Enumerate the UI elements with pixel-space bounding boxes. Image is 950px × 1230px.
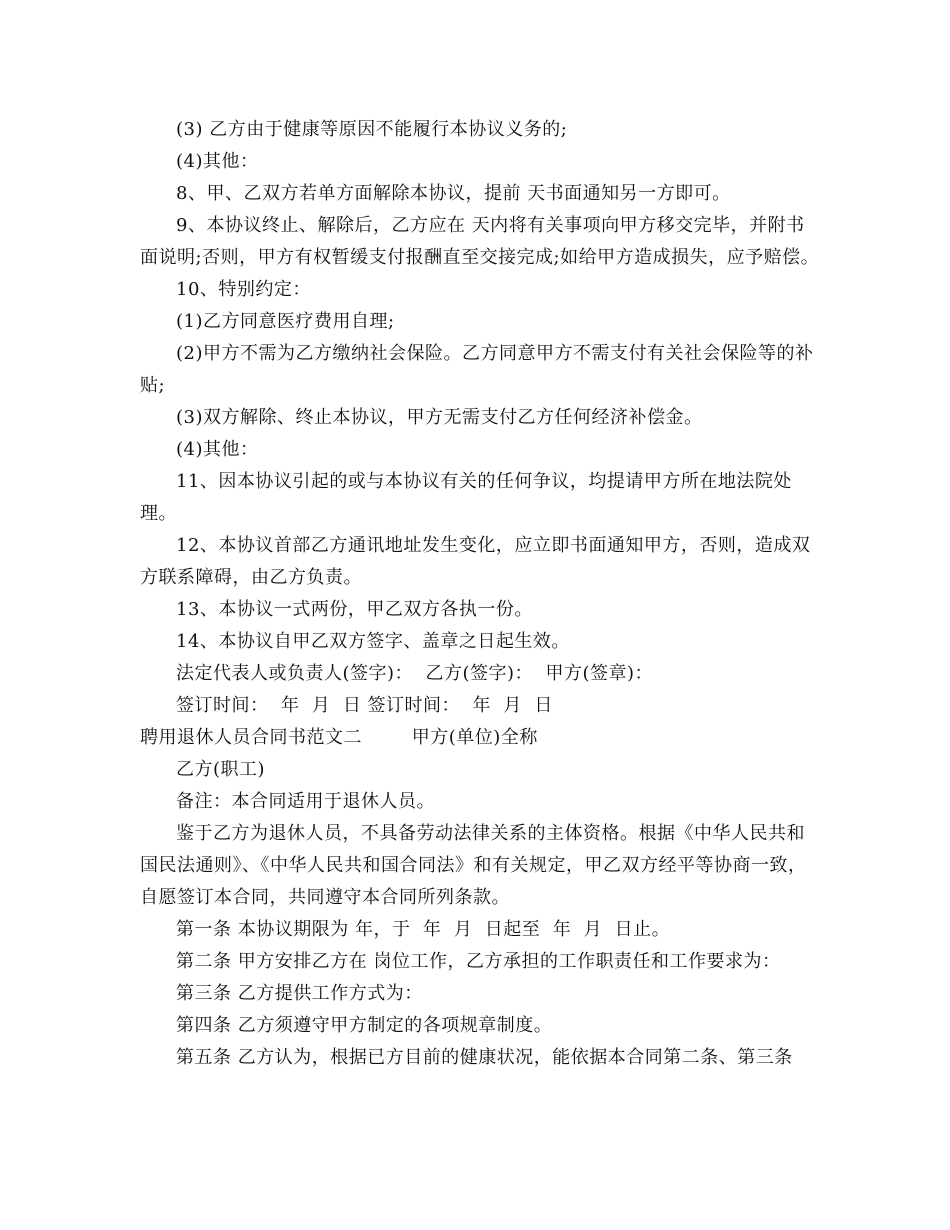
- paragraph: (3) 乙方由于健康等原因不能履行本协议义务的;: [176, 119, 568, 140]
- paragraph: 14、本协议自甲乙双方签字、盖章之日起生效。: [176, 631, 570, 652]
- section-heading: 聘用退休人员合同书范文二 甲方(单位)全称: [140, 727, 538, 748]
- paragraph: 鉴于乙方为退休人员，不具备劳动法律关系的主体资格。根据《中华人民共和国民法通则》、《中华人民共和国合同法》和有关规定，甲乙双方经平等协商一致，自愿签订本合同，共同遵守本合同所列条款。: [140, 823, 807, 908]
- paragraph: 8、甲、乙双方若单方面解除本协议，提前 天书面通知另一方即可。: [176, 183, 731, 204]
- paragraph: (4)其他：: [176, 151, 259, 172]
- article: 第三条 乙方提供工作方式为：: [176, 983, 423, 1004]
- article: 第一条 本协议期限为 年，于 年 月 日起至 年 月 日止。: [176, 919, 671, 940]
- article: 第五条 乙方认为，根据已方目前的健康状况，能依据本合同第二条、第三条: [176, 1047, 793, 1068]
- signature-line: 法定代表人或负责人(签字)： 乙方(签字)： 甲方(签章)：: [176, 663, 654, 684]
- article: 第二条 甲方安排乙方在 岗位工作，乙方承担的工作职责任和工作要求为：: [176, 951, 781, 972]
- paragraph: 13、本协议一式两份，甲乙双方各执一份。: [176, 599, 533, 620]
- paragraph: 备注：本合同适用于退休人员。: [176, 791, 435, 812]
- paragraph: 11、因本协议引起的或与本协议有关的任何争议，均提请甲方所在地法院处理。: [140, 471, 792, 524]
- paragraph: 12、本协议首部乙方通讯地址发生变化，应立即书面通知甲方，否则，造成双方联系障碍，由乙方负责。: [140, 535, 811, 588]
- paragraph: (1)乙方同意医疗费用自理;: [176, 311, 395, 332]
- paragraph: (3)双方解除、终止本协议，甲方无需支付乙方任何经济补偿金。: [176, 407, 703, 428]
- paragraph: 乙方(职工): [176, 759, 266, 780]
- paragraph: (4)其他：: [176, 439, 259, 460]
- paragraph: (2)甲方不需为乙方缴纳社会保险。乙方同意甲方不需支付有关社会保险等的补贴;: [140, 343, 814, 396]
- paragraph: 9、本协议终止、解除后，乙方应在 天内将有关事项向甲方移交完毕，并附书面说明;否则，甲方有权暂缓支付报酬直至交接完成;如给甲方造成损失，应予赔偿。: [140, 215, 820, 268]
- paragraph: 10、特别约定：: [176, 279, 311, 300]
- signing-date-line: 签订时间： 年 月 日 签订时间： 年 月 日: [176, 695, 553, 716]
- article: 第四条 乙方须遵守甲方制定的各项规章制度。: [176, 1015, 553, 1036]
- document-body: [140, 114, 820, 1074]
